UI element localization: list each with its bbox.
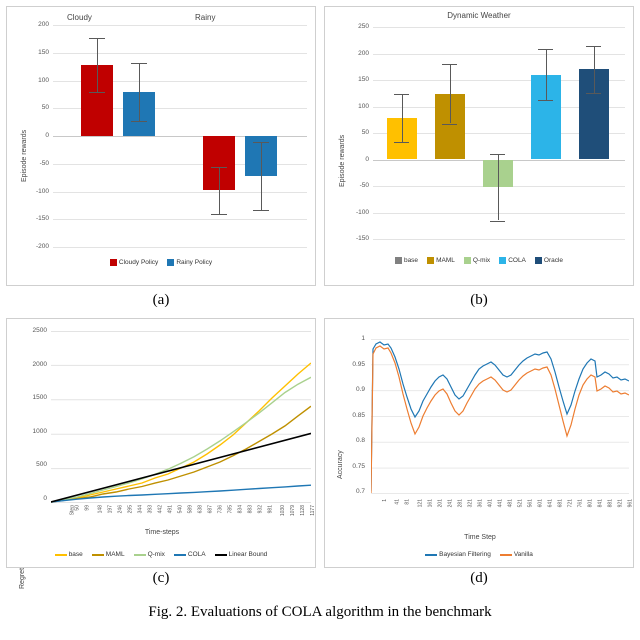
panel-d-plot	[371, 339, 629, 494]
panel-b-ytick-250: 250	[358, 23, 369, 30]
legend-label-vanilla: Vanilla	[513, 551, 533, 558]
chart-panel-a	[6, 6, 316, 286]
panel-b-ytick-0: 0	[365, 155, 369, 163]
panel-c-xtick-16: 785	[227, 505, 234, 514]
legend-item-c-qmix[interactable]	[134, 551, 165, 558]
legend-swatch-c-linear-bound	[215, 554, 227, 556]
legend-label-c-maml: MAML	[105, 551, 125, 558]
legend-item-rainy-policy[interactable]	[167, 259, 212, 266]
panel-d-xtick-0: 1	[381, 499, 388, 502]
panel-c-xtick-21: 1030	[280, 505, 287, 517]
figure-caption: Fig. 2. Evaluations of COLA algorithm in the benchmark	[148, 604, 492, 620]
panel-c-xtick-22: 1079	[290, 505, 297, 517]
panel-d-xtick-2: 81	[404, 499, 411, 505]
line-linear-bound	[51, 433, 311, 502]
panel-d-ytick-09: 0.9	[355, 386, 365, 393]
panel-b-ytick-neg100: -100	[355, 208, 369, 216]
panel-c-xtick-18: 883	[247, 505, 254, 514]
legend-item-base[interactable]	[395, 257, 418, 264]
legend-label-bayesian-filtering: Bayesian Filtering	[439, 551, 491, 558]
legend-label-oracle: Oracle	[543, 257, 564, 264]
panel-c-plot	[51, 331, 311, 503]
panel-c-xtick-14: 687	[207, 505, 214, 514]
panel-c-xtick-9: 442	[157, 505, 164, 514]
panel-c-xtick-7: 344	[137, 505, 144, 514]
panel-a-y-axis-label: Episode rewards	[21, 129, 28, 182]
legend-label-c-cola: COLA	[187, 551, 206, 558]
panel-c-ytick-1000: 1000	[32, 427, 47, 435]
panel-c-xtick-10: 491	[167, 505, 174, 514]
panel-c-xtick-5: 246	[117, 505, 124, 514]
panel-c-xtick-12: 589	[187, 505, 194, 514]
line-base	[51, 363, 311, 502]
legend-item-c-maml[interactable]	[92, 551, 125, 558]
line-qmix	[51, 377, 311, 502]
panel-b-ytick-200: 200	[358, 49, 369, 57]
panel-b-ytick-neg50: -50	[359, 182, 369, 189]
panel-d-xtick-4: 161	[427, 499, 434, 508]
panel-c-xtick-20: 981	[267, 505, 274, 514]
legend-label-base: base	[403, 257, 419, 264]
panel-d-xtick-9: 361	[477, 499, 484, 508]
legend-swatch-maml	[427, 257, 434, 264]
panel-d-ytick-1: 1	[361, 335, 365, 342]
legend-swatch-c-base	[55, 554, 67, 556]
caption-a: (a)	[152, 292, 170, 308]
panel-c-xtick-8: 393	[147, 505, 154, 514]
panel-a-ytick-50: 50	[41, 104, 49, 112]
legend-item-cola[interactable]	[499, 257, 526, 264]
legend-swatch-cola	[499, 257, 506, 264]
panel-c-ytick-0: 0	[43, 495, 47, 502]
panel-b-ytick-50: 50	[361, 129, 369, 136]
panel-d-xtick-7: 281	[457, 499, 464, 508]
panel-a-ytick-neg200: -200	[35, 243, 49, 250]
panel-d-xtick-13: 521	[517, 499, 524, 508]
panel-b-y-axis-label: Episode rewards	[339, 134, 346, 187]
panel-d-ytick-08: 0.8	[355, 437, 365, 444]
panel-d-xtick-8: 321	[467, 499, 474, 508]
legend-item-qmix[interactable]	[464, 257, 490, 264]
panel-b-ytick-150: 150	[358, 76, 369, 83]
panel-c-xtick-13: 638	[197, 505, 204, 514]
legend-item-vanilla[interactable]	[500, 551, 533, 558]
legend-swatch-c-maml	[92, 554, 104, 556]
legend-swatch-rainy-policy	[167, 259, 174, 266]
line-vanilla	[371, 346, 629, 493]
panel-c-xtick-6: 295	[127, 505, 134, 514]
legend-swatch-c-qmix	[134, 554, 146, 556]
panel-d-xtick-16: 641	[547, 499, 554, 508]
panel-c-ytick-2000: 2000	[32, 360, 47, 368]
panel-d-xtick-11: 441	[497, 499, 504, 508]
legend-item-c-linear-bound[interactable]	[215, 551, 268, 558]
legend-label-cloudy-policy: Cloudy Policy	[118, 259, 159, 266]
caption-d: (d)	[470, 570, 488, 586]
panel-c-legend	[7, 551, 315, 558]
caption-c: (c)	[152, 570, 170, 586]
legend-label-rainy-policy: Rainy Policy	[176, 259, 213, 266]
panel-d-xtick-6: 241	[447, 499, 454, 508]
legend-item-c-base[interactable]	[55, 551, 83, 558]
legend-label-c-linear-bound: Linear Bound	[228, 551, 268, 558]
panel-d-ytick-075: 0.75	[352, 462, 365, 470]
legend-label-qmix: Q-mix	[472, 257, 491, 264]
panel-c-ytick-1500: 1500	[32, 394, 47, 402]
panel-d-xtick-24: 961	[627, 499, 634, 508]
legend-item-maml[interactable]	[427, 257, 455, 264]
panel-d-xtick-10: 401	[487, 499, 494, 508]
panel-b-ytick-100: 100	[358, 102, 369, 110]
panel-d-xtick-17: 681	[557, 499, 564, 508]
caption-b: (b)	[470, 292, 488, 308]
chart-panel-c	[6, 318, 316, 589]
panel-d-y-axis-label: Accuracy	[337, 450, 344, 479]
chart-panel-d	[324, 318, 634, 568]
panel-a-ytick-neg100: -100	[35, 187, 49, 195]
panel-a-ytick-200: 200	[38, 21, 49, 28]
legend-label-cola: COLA	[508, 257, 526, 264]
panel-c-x-axis-label: Time-steps	[144, 529, 180, 536]
panel-a-group-title-cloudy: Cloudy	[67, 13, 92, 22]
panel-d-ytick-095: 0.95	[352, 360, 365, 368]
panel-c-xtick-17: 834	[237, 505, 244, 514]
panel-c-xtick-0: Step	[69, 505, 76, 516]
legend-swatch-vanilla	[500, 554, 512, 556]
panel-c-ytick-2500: 2500	[32, 327, 47, 334]
legend-item-c-cola[interactable]	[174, 551, 206, 558]
panel-a-ytick-0: 0	[45, 132, 49, 139]
panel-d-legend	[325, 551, 633, 558]
panel-d-xtick-14: 561	[527, 499, 534, 508]
panel-c-xtick-11: 540	[177, 505, 184, 514]
panel-c-y-axis-label: Regret	[19, 567, 26, 589]
panel-d-xtick-3: 121	[417, 499, 424, 508]
panel-b-title: Dynamic Weather	[447, 11, 511, 20]
panel-d-xtick-12: 481	[507, 499, 514, 508]
panel-c-xtick-19: 932	[257, 505, 264, 514]
legend-swatch-oracle	[535, 257, 542, 264]
panel-c-xtick-24: 1177	[309, 505, 316, 516]
legend-item-oracle[interactable]	[535, 257, 563, 264]
panel-d-xtick-18: 721	[567, 499, 574, 508]
panel-c-xtick-15: 736	[217, 505, 224, 514]
panel-b-legend	[325, 257, 633, 264]
panel-d-xtick-19: 761	[577, 499, 584, 508]
legend-item-cloudy-policy[interactable]	[110, 259, 158, 266]
panel-d-ytick-085: 0.85	[352, 411, 365, 419]
panel-d-xtick-23: 921	[617, 499, 624, 508]
legend-item-bayesian-filtering[interactable]	[425, 551, 491, 558]
panel-c-xtick-4: 197	[107, 505, 114, 514]
panel-b-ytick-neg150: -150	[355, 235, 369, 242]
legend-label-c-qmix: Q-mix	[147, 551, 165, 558]
panel-a-ytick-100: 100	[38, 76, 49, 84]
panel-c-ytick-500: 500	[36, 461, 47, 469]
legend-swatch-base	[395, 257, 402, 264]
panel-c-xtick-2: 99	[84, 505, 91, 511]
legend-swatch-c-cola	[174, 554, 186, 556]
legend-label-maml: MAML	[436, 257, 455, 264]
panel-a-ytick-neg150: -150	[35, 215, 49, 223]
panel-d-xtick-1: 41	[394, 499, 401, 505]
panel-a-ytick-neg50: -50	[39, 159, 49, 167]
panel-d-xtick-20: 801	[587, 499, 594, 508]
panel-d-xtick-15: 601	[537, 499, 544, 508]
panel-c-xtick-23: 1128	[299, 505, 306, 516]
legend-swatch-bayesian-filtering	[425, 554, 437, 556]
panel-d-xtick-5: 201	[437, 499, 444, 508]
panel-a-legend	[7, 259, 315, 266]
legend-swatch-qmix	[464, 257, 471, 264]
legend-label-c-base: base	[68, 551, 83, 558]
panel-c-xtick-3: 148	[97, 505, 104, 514]
panel-a-group-title-rainy: Rainy	[195, 13, 216, 22]
panel-d-ytick-07: 0.7	[355, 488, 365, 495]
panel-c-xtick-1: 50	[74, 505, 81, 511]
chart-panel-b	[324, 6, 634, 286]
panel-a-ytick-150: 150	[38, 48, 49, 56]
panel-d-xtick-22: 881	[607, 499, 614, 508]
panel-d-xtick-21: 841	[597, 499, 604, 508]
panel-d-x-axis-label: Time Step	[464, 534, 496, 541]
legend-swatch-cloudy-policy	[110, 259, 117, 266]
